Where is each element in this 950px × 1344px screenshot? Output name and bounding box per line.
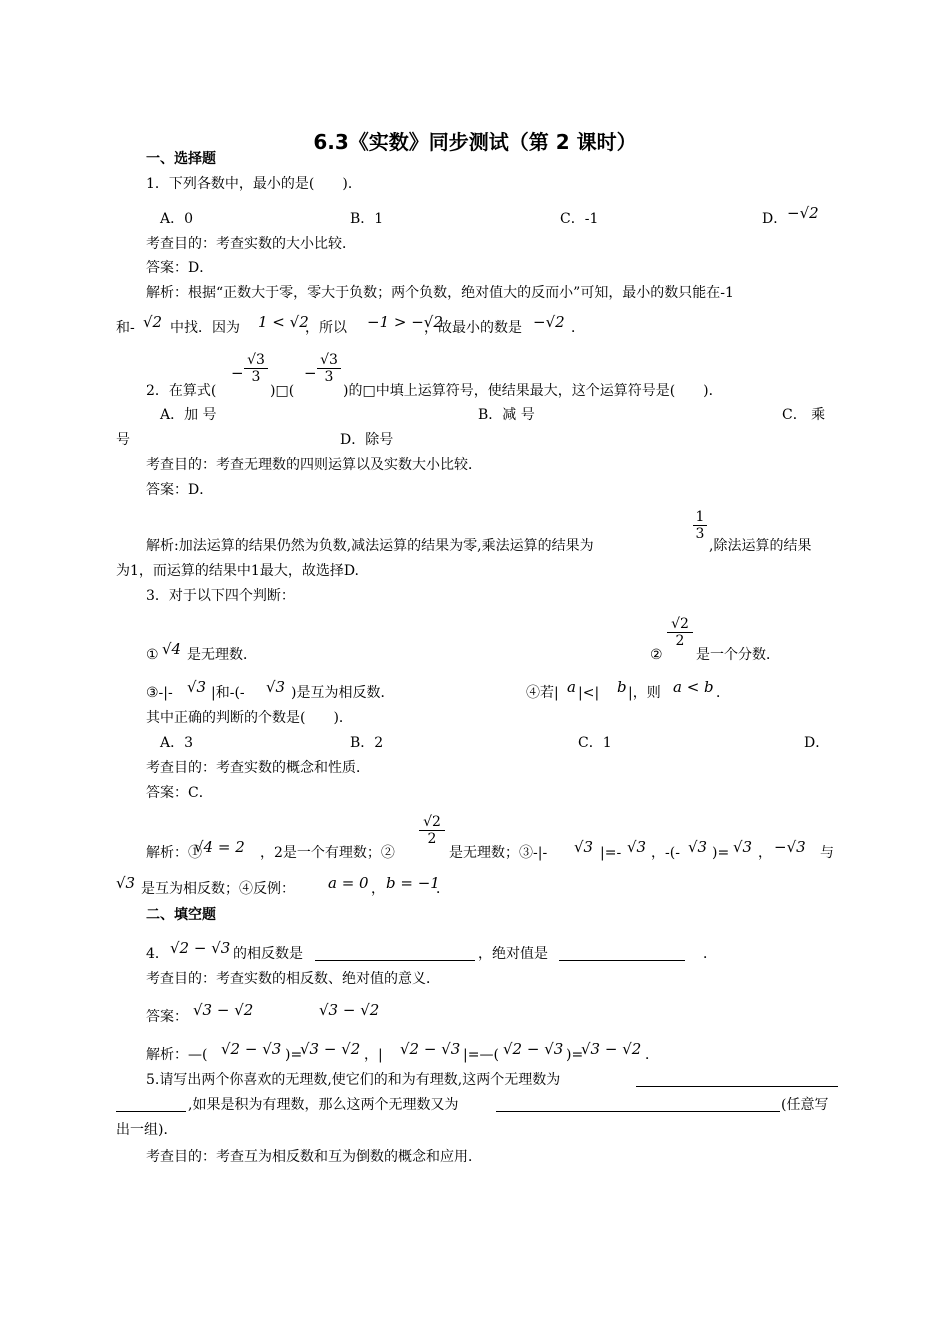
q2-exp2: 为1，而运算的结果中1最大，故选择D. [116, 563, 359, 579]
q2-frac1-num: √3 [247, 352, 265, 368]
q3-exp2-b: ， [371, 881, 385, 897]
q2-frac1-den: 3 [244, 368, 268, 385]
q4-exp-res2: √3 − √2 [581, 1040, 642, 1058]
q3-exp1-d: |=- [600, 845, 622, 861]
q3-exp-sqrt3a: √3 [574, 838, 594, 856]
q3-exp-frac-num: √2 [423, 814, 441, 830]
q3-j1-a: ① [146, 647, 159, 663]
q1-option-b: B．1 [350, 211, 384, 227]
q1-aim: 考查目的：考查实数的大小比较． [146, 236, 356, 252]
q3-exp-sqrt3d: √3 [733, 838, 753, 856]
q4-answer-label: 答案： [146, 1009, 188, 1025]
q2-frac2 [317, 352, 341, 385]
q1-stem: 1．下列各数中，最小的是( )． [146, 176, 362, 192]
q3-exp-neg-sqrt3: −√3 [774, 838, 806, 856]
q4-stem-d: ． [703, 946, 717, 962]
q3-aim: 考查目的：考查实数的概念和性质． [146, 760, 370, 776]
q3-exp1-a: 解析：① [146, 845, 202, 861]
q5-line1: 5.请写出两个你喜欢的无理数,使它们的和为有理数,这两个无理数为 [146, 1072, 561, 1088]
q3-j4-c: |，则 [628, 685, 661, 701]
q3-exp2-c: ． [436, 881, 450, 897]
q3-exp2-a: 是互为相反数；④反例： [141, 881, 295, 897]
q5-line2: ,如果是积为有理数，那么这两个无理数又为 [188, 1097, 459, 1113]
q3-exp1-e: ，-(- [651, 845, 680, 861]
q2-option-c-wrap: 号 [116, 432, 130, 448]
q1-exp2-b: 中找．因为 [170, 320, 240, 336]
q3-j4-ab-math: a < b [673, 678, 714, 696]
q3-exp1-b: ，2是一个有理数；② [260, 845, 395, 861]
q3-exp2-sqrt3: √3 [116, 874, 136, 892]
q1-ineq1-math: 1 < √2 [258, 313, 309, 331]
q4-expr-math: √2 − √3 [170, 939, 231, 957]
q5-line3: 出一组)． [116, 1122, 178, 1138]
q2-exp1-a: 解析:加法运算的结果仍然为负数,减法运算的结果为零,乘法运算的结果为 [146, 538, 594, 554]
q2-exp-frac-num: 1 [695, 509, 705, 525]
section-heading-fill: 二、填空题 [146, 907, 216, 923]
q3-exp1-h: 与 [820, 845, 834, 861]
q4-exp-expr3: √2 − √3 [503, 1040, 564, 1058]
q4-answer-math2: √3 − √2 [319, 1001, 380, 1019]
q1-exp2-d: ，故最小的数是 [424, 320, 522, 336]
q2-exp-frac-den: 3 [693, 525, 707, 542]
q3-stem: 3．对于以下四个判断： [146, 588, 295, 604]
q3-j3-sqrt3b: √3 [266, 678, 286, 696]
q4-exp-d: |=—( [463, 1047, 499, 1063]
section-heading-choice: 一、选择题 [146, 151, 216, 167]
q1-explanation-line1: 解析：根据“正数大于零，零大于负数；两个负数，绝对值大的反而小”可知，最小的数只能在-1 [146, 285, 734, 301]
q2-frac2-num: √3 [320, 352, 338, 368]
q4-exp-f: ． [645, 1047, 659, 1063]
q3-exp1-c: 是无理数；③-|- [449, 845, 548, 861]
q4-exp-c: ，| [364, 1047, 383, 1063]
q3-j4-d: ． [716, 685, 730, 701]
q2-frac2-sign: − [304, 364, 317, 382]
q3-j3-a: ③-|- [146, 685, 173, 701]
q3-exp2-a0: a = 0 [328, 874, 369, 892]
page-title: 6.3《实数》同步测试（第 2 课时） [313, 130, 637, 154]
q1-option-d: D． [762, 211, 788, 227]
q4-stem-b: 的相反数是 [233, 946, 303, 962]
q4-stem-a: 4． [146, 946, 169, 962]
q2-frac1 [244, 352, 268, 385]
q3-j4-b: |<| [578, 685, 600, 701]
q3-exp1-f: )= [712, 845, 730, 861]
q4-blank-absolute[interactable] [559, 959, 685, 961]
q3-j4-b-math: b [617, 678, 627, 696]
q2-option-c: C． 乘 [782, 407, 826, 423]
q3-j3-sqrt3a: √3 [187, 678, 207, 696]
q3-j1-b: 是无理数． [187, 647, 257, 663]
q3-exp1-g: ， [758, 845, 772, 861]
q4-exp-expr1: √2 − √3 [221, 1040, 282, 1058]
q5-blank-product[interactable] [496, 1110, 780, 1112]
q3-j4-a-math: a [567, 678, 576, 696]
q3-exp-sqrt4-math: √4 = 2 [194, 838, 245, 856]
q3-j3-c: )是互为相反数． [291, 685, 395, 701]
q1-exp2-a: 和- [116, 320, 135, 336]
q3-exp-sqrt3b: √3 [627, 838, 647, 856]
q2-answer: 答案：D． [146, 482, 214, 498]
q2-stem-c: )的□中填上运算符号，使结果最大，这个运算符号是( )． [343, 383, 723, 399]
q1-exp2-c: ，所以 [305, 320, 347, 336]
q3-exp-frac-den: 2 [419, 830, 445, 847]
q4-answer-math1: √3 − √2 [193, 1001, 254, 1019]
q4-exp-a: 解析：—( [146, 1047, 208, 1063]
q1-neg-math: −√2 [533, 313, 565, 331]
q4-blank-opposite[interactable] [315, 959, 475, 961]
q3-option-a: A．3 [160, 735, 194, 751]
q3-j2-b: 是一个分数． [696, 647, 780, 663]
q5-line2-tail: (任意写 [781, 1097, 829, 1113]
q4-stem-c: ，绝对值是 [478, 946, 548, 962]
q1-ineq2-math: −1 > −√2 [367, 313, 443, 331]
q4-exp-b: )= [285, 1047, 303, 1063]
q3-ask: 其中正确的判断的个数是( )． [146, 710, 353, 726]
q3-exp-frac [419, 814, 445, 847]
q1-option-c: C．-1 [560, 211, 599, 227]
q3-exp2-bm1: b = −1 [386, 874, 440, 892]
q3-j2-frac [667, 616, 693, 649]
q3-answer: 答案：C． [146, 785, 213, 801]
q4-exp-expr2: √2 − √3 [400, 1040, 461, 1058]
q3-option-c: C．1 [578, 735, 612, 751]
q1-option-d-math: −√2 [787, 204, 819, 222]
q2-stem-b: )□( [270, 383, 295, 399]
q2-frac1-sign: − [231, 364, 244, 382]
q2-option-a: A．加 号 [160, 407, 217, 423]
q3-j4-a: ④若| [526, 685, 559, 701]
q5-blank-sum-cont[interactable] [116, 1110, 186, 1112]
q5-blank-sum[interactable] [636, 1085, 838, 1087]
q2-exp1-b: ,除法运算的结果 [709, 538, 812, 554]
q2-stem-a: 2．在算式( [146, 383, 217, 399]
q1-exp2-e: ． [571, 320, 585, 336]
q1-answer: 答案：D． [146, 260, 214, 276]
q2-aim: 考查目的：考查无理数的四则运算以及实数大小比较． [146, 457, 482, 473]
q2-option-b: B．减 号 [478, 407, 535, 423]
q3-j2-a: ② [650, 647, 663, 663]
q3-j2-num: √2 [671, 616, 689, 632]
q1-sqrt2-math: √2 [143, 313, 163, 331]
q3-j2-den: 2 [667, 632, 693, 649]
q5-aim: 考查目的：考查互为相反数和互为倒数的概念和应用． [146, 1149, 482, 1165]
q2-frac2-den: 3 [317, 368, 341, 385]
q3-option-d: D． [804, 735, 830, 751]
q2-exp-frac [693, 509, 707, 542]
q2-option-d: D．除号 [340, 432, 394, 448]
q4-exp-res1: √3 − √2 [300, 1040, 361, 1058]
q4-exp-e: )= [566, 1047, 584, 1063]
q3-j1-math: √4 [162, 640, 182, 658]
q4-aim: 考查目的：考查实数的相反数、绝对值的意义． [146, 971, 440, 987]
q3-j3-b: |和-(- [211, 685, 245, 701]
q3-exp-sqrt3c: √3 [688, 838, 708, 856]
q1-option-a: A．0 [160, 211, 194, 227]
q3-option-b: B．2 [350, 735, 384, 751]
